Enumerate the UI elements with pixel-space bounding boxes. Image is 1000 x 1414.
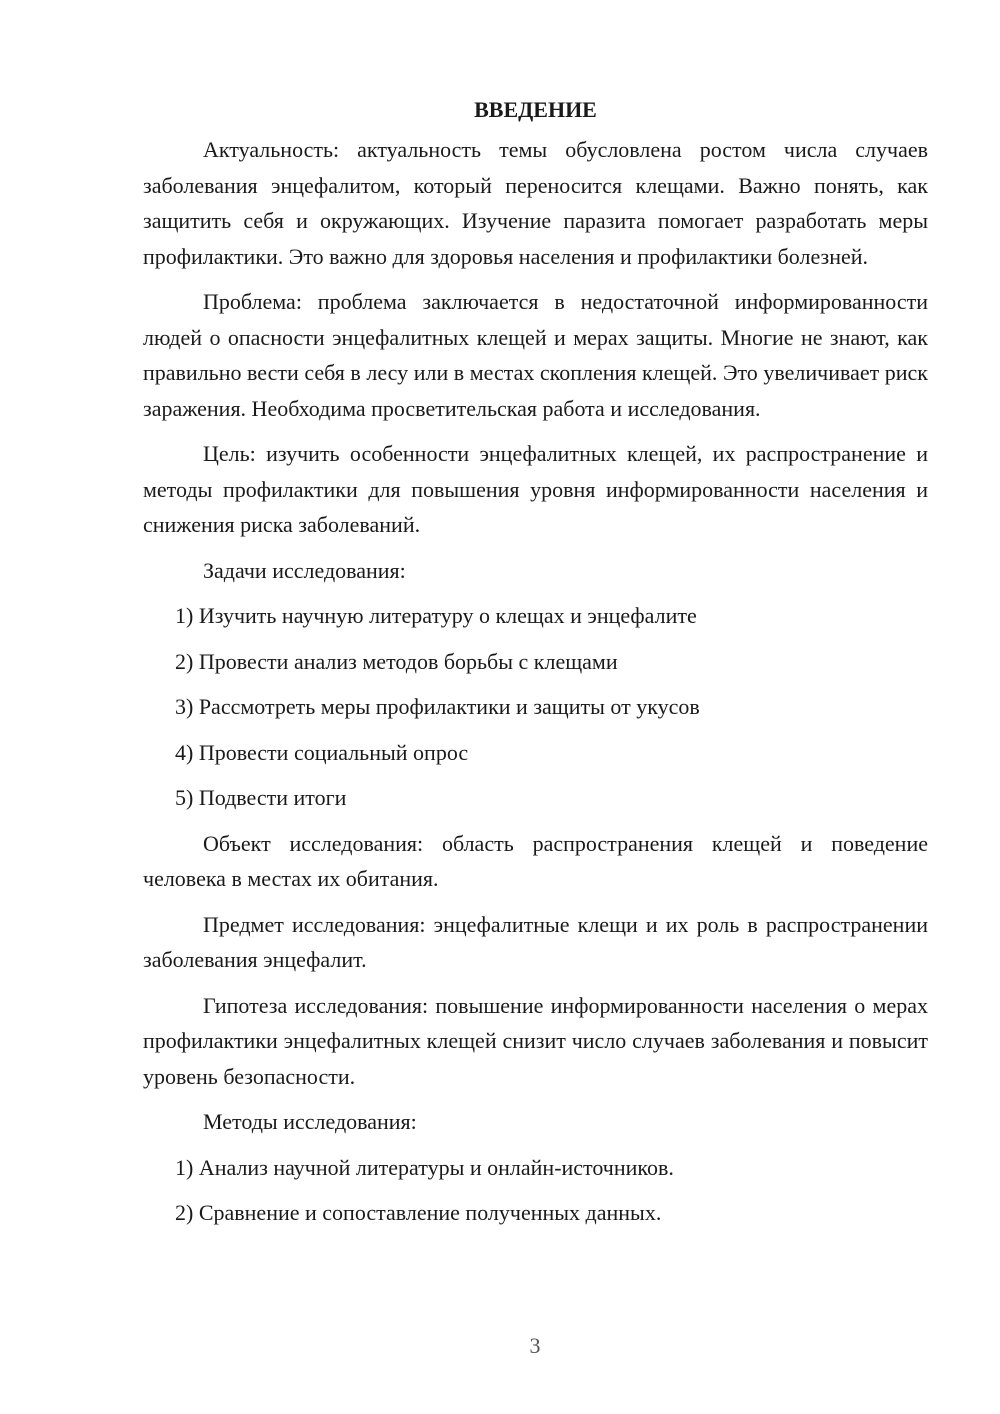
document-page: [143, 92, 928, 1241]
list-item: 2) Провести анализ методов борьбы с клещами: [175, 648, 618, 674]
subject-paragraph: Предмет исследования: энцефалитные клещи и их роль в распространении заболевания энцефалит.: [143, 911, 928, 972]
methods-list: [143, 1150, 928, 1231]
list-item: 3) Рассмотреть меры профилактики и защиты от укусов: [175, 694, 700, 719]
tasks-label: Задачи исследования:: [203, 557, 406, 583]
page-number: 3: [529, 1333, 541, 1358]
list-item: 5) Подвести итоги: [175, 785, 347, 810]
object-paragraph: Объект исследования: область распространения клещей и поведение человека в местах их обитания.: [143, 830, 928, 891]
relevance-paragraph: Актуальность: актуальность темы обусловлена ростом числа случаев заболевания энцефалитом, который переносится клещами. Важно понять, как защитить себя и окружающих. Изучение паразита помогает разработать меры профилактики. Это важно для здоровья населения и профилактики болезней.: [143, 137, 928, 269]
problem-paragraph: Проблема: проблема заключается в недостаточной информированности людей о опасности энцефалитных клещей и мерах защиты. Многие не знают, как правильно вести себя в лесу или в местах скопления клещей. Это увеличивает риск заражения. Необходима просветительская работа и исследования.: [143, 289, 928, 421]
list-item: 4) Провести социальный опрос: [175, 739, 469, 765]
list-item: 1) Изучить научную литературу о клещах и энцефалите: [175, 603, 697, 628]
list-item: 2) Сравнение и сопоставление полученных данных.: [175, 1200, 662, 1225]
list-item: 1) Анализ научной литературы и онлайн-источников.: [175, 1154, 674, 1180]
tasks-list: [143, 598, 928, 816]
page-title: ВВЕДЕНИЕ: [474, 97, 597, 122]
hypothesis-paragraph: Гипотеза исследования: повышение информированности населения о мерах профилактики энцефалитных клещей снизит число случаев заболевания и повысит уровень безопасности.: [143, 992, 928, 1089]
goal-paragraph: Цель: изучить особенности энцефалитных клещей, их распространение и методы профилактики для повышения уровня информированности населения и снижения риска заболеваний.: [143, 441, 928, 537]
methods-label: Методы исследования:: [203, 1109, 417, 1134]
